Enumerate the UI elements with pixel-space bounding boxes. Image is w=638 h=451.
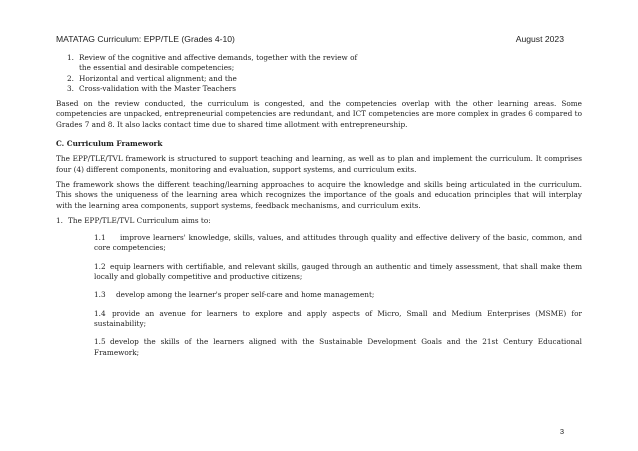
aim-number: 1.3 <box>94 290 106 300</box>
page-header <box>56 34 564 44</box>
list-item-text: Review of the cognitive and affective demands, together with the review of <box>79 53 358 62</box>
aims-intro <box>56 216 582 226</box>
aim-text: provide an avenue for learners to explore and apply aspects of Micro, Small and Medium Enterprises (MSME) for sustainability; <box>94 308 582 328</box>
aim-number: 1.1 <box>94 233 106 243</box>
list-item-number: 3. <box>67 83 74 93</box>
list-item-number: 2. <box>67 73 74 83</box>
aims-list <box>94 233 582 358</box>
page-body <box>56 53 582 366</box>
aims-intro-number: 1. <box>56 215 63 225</box>
aim-text: improve learners' knowledge, skills, values, and attitudes through quality and effective delivery of the basic, common, and core competencies; <box>94 233 582 253</box>
aim-item <box>94 309 582 330</box>
framework-paragraph-1: The EPP/TLE/TVL framework is structured to support teaching and learning, as well as to plan and implement the curriculum. It comprises four (4) different components, monitoring and evaluation, support systems, and curriculum exits. <box>56 154 582 174</box>
aim-text: develop among the learner's proper self-care and home management; <box>116 290 375 300</box>
aim-item <box>94 337 582 358</box>
aims-intro-text: The EPP/TLE/TVL Curriculum aims to: <box>68 215 211 225</box>
aim-text: develop the skills of the learners aligned with the Sustainable Development Goals and the 21st Century Educational Framework; <box>94 337 582 357</box>
aim-item <box>94 262 582 283</box>
aim-number: 1.2 <box>94 261 106 271</box>
aim-item <box>94 233 582 254</box>
list-item <box>67 74 582 84</box>
aim-item <box>94 290 582 300</box>
aim-text: equip learners with certifiable, and relevant skills, gauged through an authentic and timely assessment, that shall make them locally and globally competitive and productive citizens; <box>94 261 582 282</box>
list-item <box>67 53 582 63</box>
review-list <box>56 53 582 94</box>
list-item <box>67 84 582 94</box>
list-item-text: Horizontal and vertical alignment; and the <box>79 73 237 83</box>
aim-number: 1.4 <box>94 308 106 318</box>
list-item-text: the essential and desirable competencies; <box>79 63 235 73</box>
list-item-number <box>67 63 79 73</box>
aim-number: 1.5 <box>94 337 106 347</box>
section-heading: C. Curriculum Framework <box>56 139 163 149</box>
list-item-number: 1. <box>67 53 74 62</box>
header-date: August 2023 <box>515 34 564 44</box>
page-number: 3 <box>559 427 564 436</box>
list-item-text: Cross-validation with the Master Teachers <box>79 83 236 93</box>
list-item <box>67 63 582 73</box>
framework-paragraph-2: The framework shows the different teaching/learning approaches to acquire the knowledge and skills being articulated in the curriculum. This shows the uniqueness of the learning area which recognizes the importance of the goals and education principles that will interplay with the learning area components, support systems, feedback mechanisms, and curriculum exits. <box>56 179 582 210</box>
header-title: MATATAG Curriculum: EPP/TLE (Grades 4-10) <box>56 34 235 44</box>
review-findings-paragraph: Based on the review conducted, the curriculum is congested, and the competencies overlap with the other learning areas. Some competencies are unpacked, entrepreneurial competencies are redundant, and ICT competencies are more complex in grades 6 compared to Grades 7 and 8. It also lacks contact time due to shared time allotment with entrepreneurship. <box>56 99 582 129</box>
